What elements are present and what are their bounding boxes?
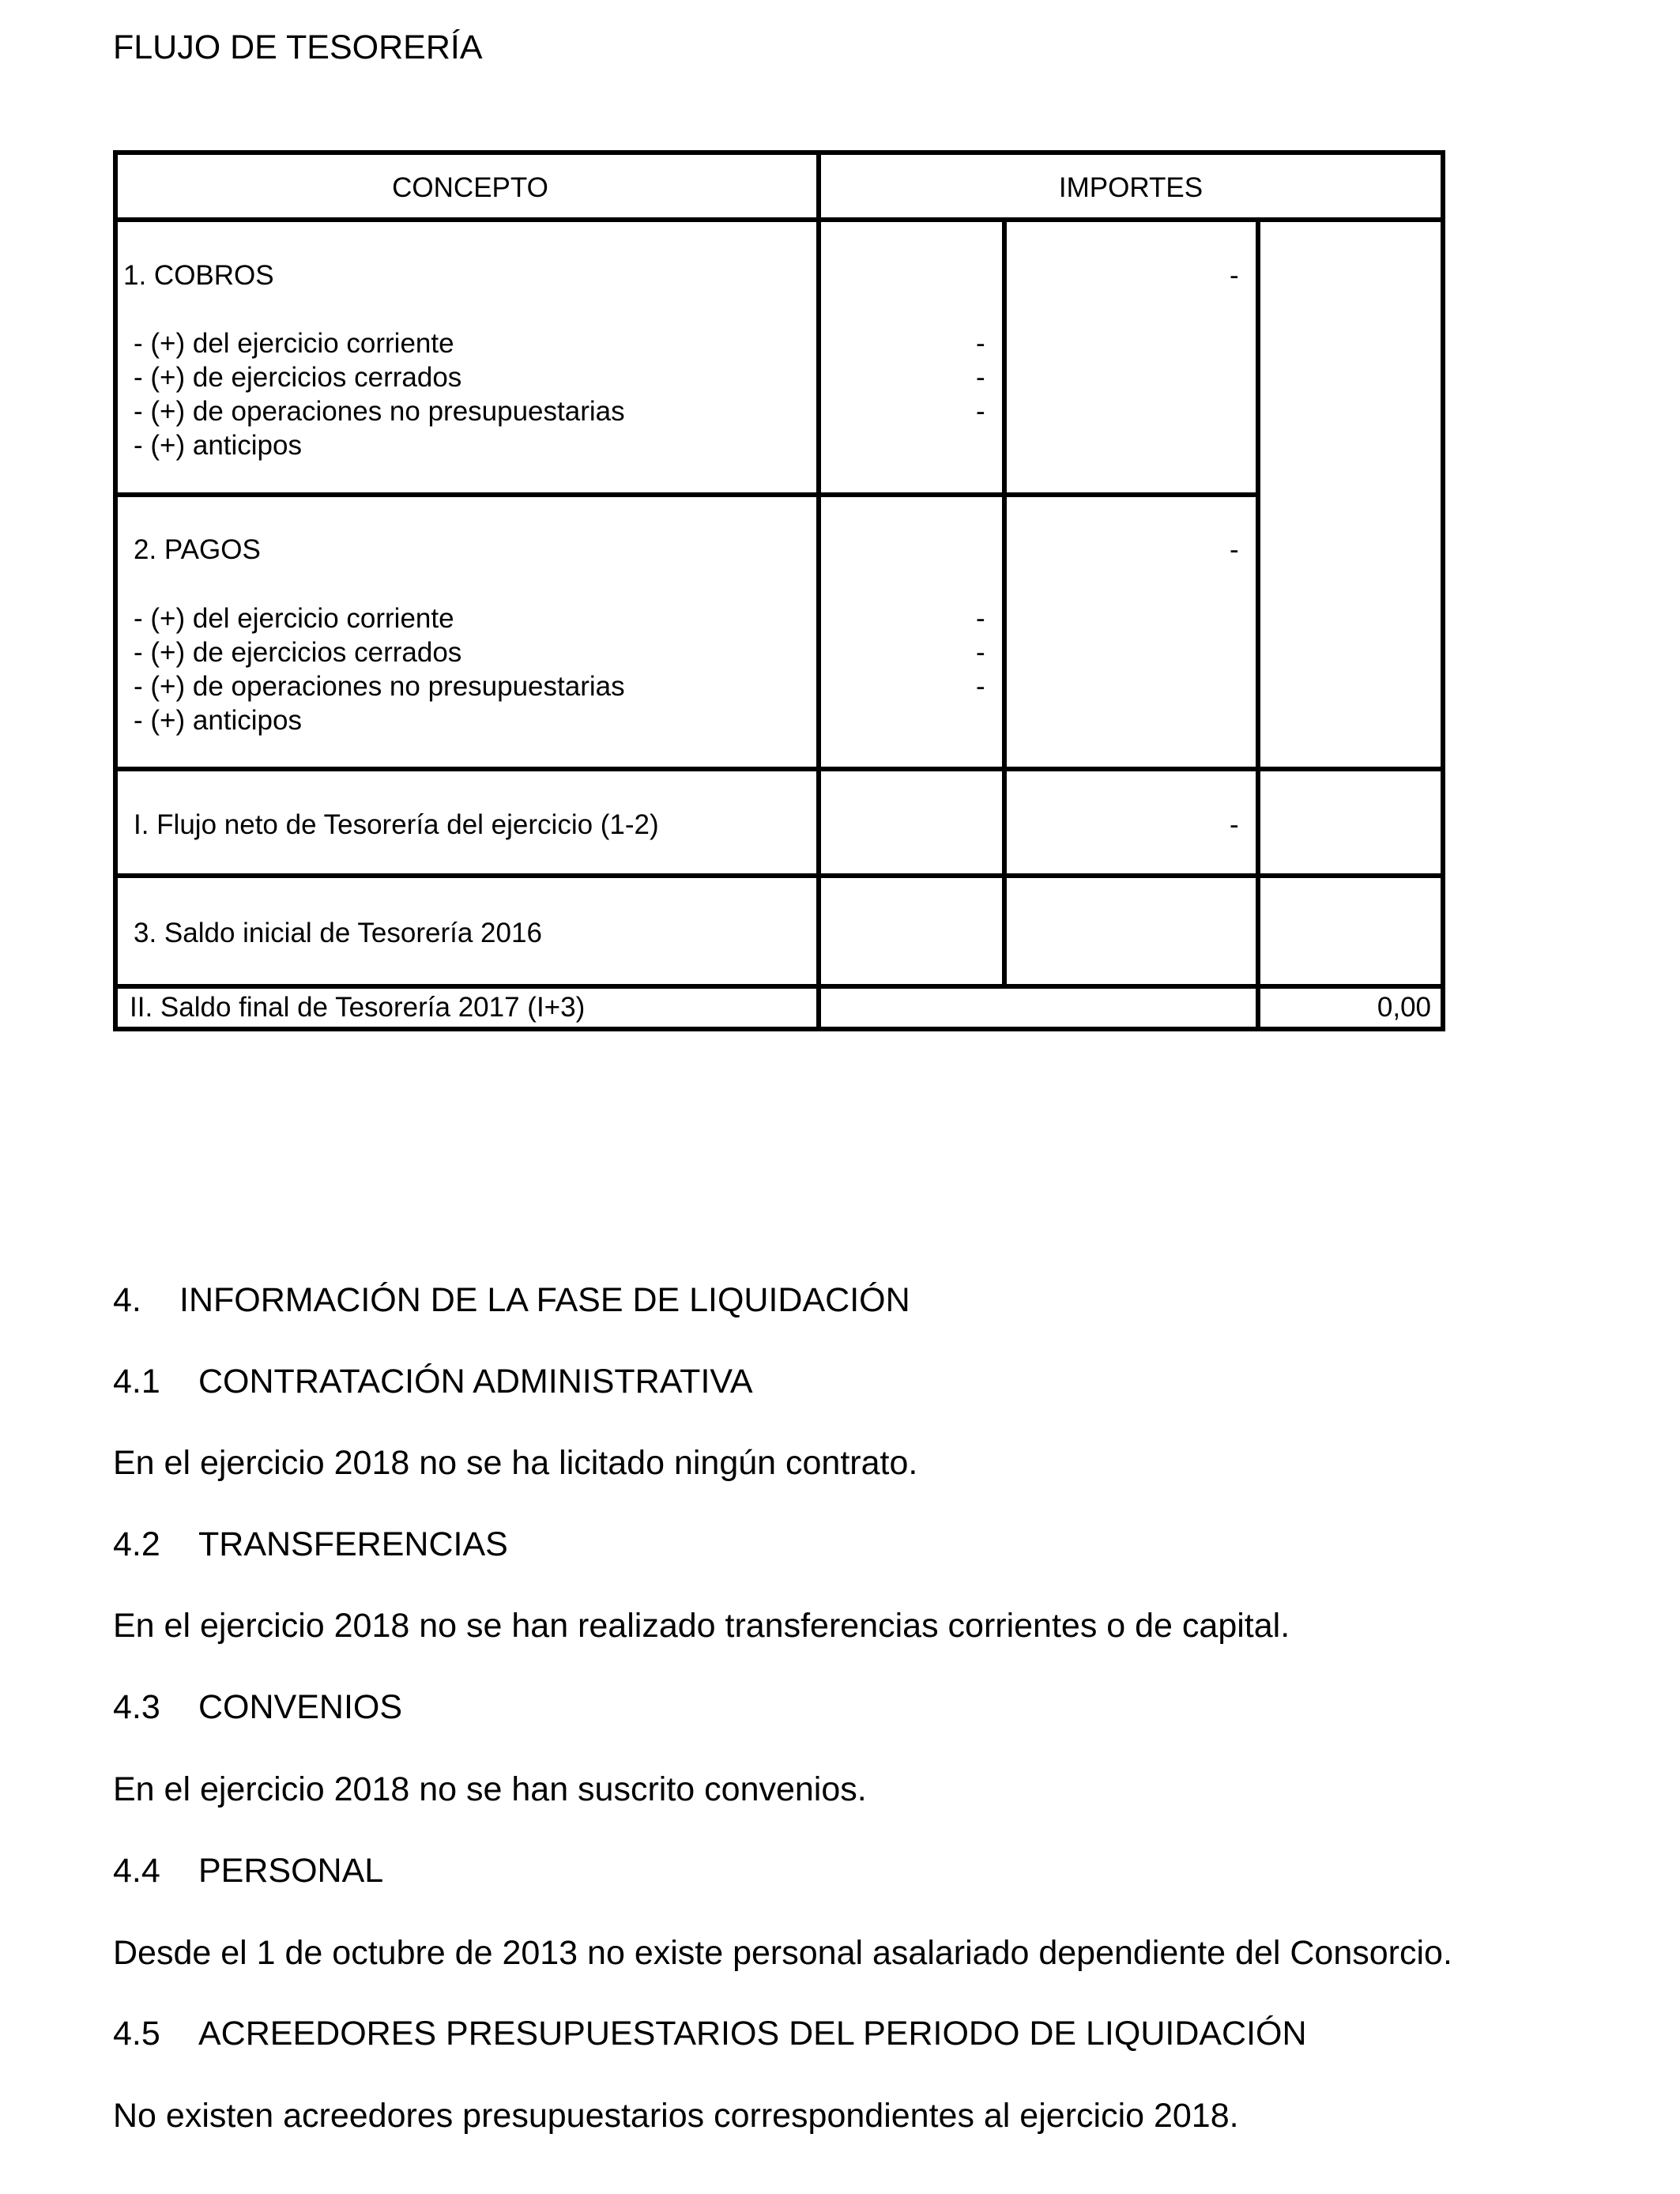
cobros-item: - (+) de ejercicios cerrados bbox=[134, 362, 462, 393]
cobros-label: 1. COBROS bbox=[123, 260, 274, 291]
table-border-left bbox=[113, 150, 118, 1031]
pagos-item-value: - bbox=[976, 637, 985, 668]
saldo-final-label: II. Saldo final de Tesorería 2017 (I+3) bbox=[130, 992, 586, 1023]
section-heading bbox=[113, 2017, 1307, 2051]
cobros-item-value: - bbox=[976, 396, 985, 427]
table-border-bottom bbox=[113, 1027, 1445, 1031]
cobros-total: - bbox=[1230, 260, 1239, 291]
section-paragraph: No existen acreedores presupuestarios correspondientes al ejercicio 2018. bbox=[113, 2097, 1239, 2135]
pagos-item: - (+) anticipos bbox=[134, 705, 302, 736]
pagos-item: - (+) de ejercicios cerrados bbox=[134, 637, 462, 668]
section-title: PERSONAL bbox=[198, 1852, 384, 1890]
section-title: INFORMACIÓN DE LA FASE DE LIQUIDACIÓN bbox=[179, 1281, 910, 1319]
row-line-cobros bbox=[113, 492, 1260, 497]
treasury-flow-table bbox=[113, 150, 1445, 1031]
cobros-item-value: - bbox=[976, 328, 985, 359]
table-border-right bbox=[1441, 150, 1445, 1031]
cobros-item-value: - bbox=[976, 362, 985, 393]
header-importes: IMPORTES bbox=[1058, 172, 1203, 203]
section-number: 4. bbox=[113, 1281, 141, 1319]
section-title: CONTRATACIÓN ADMINISTRATIVA bbox=[198, 1363, 753, 1400]
row-line-pagos bbox=[113, 767, 1445, 771]
section-paragraph: En el ejercicio 2018 no se han suscrito convenios. bbox=[113, 1770, 867, 1808]
saldo-final-value: 0,00 bbox=[1377, 992, 1431, 1023]
section-heading bbox=[113, 1525, 508, 1563]
section-heading bbox=[113, 1365, 753, 1399]
table-border-top bbox=[113, 150, 1445, 155]
cobros-item: - (+) anticipos bbox=[134, 430, 302, 461]
cobros-item: - (+) del ejercicio corriente bbox=[134, 328, 454, 359]
section-title: ACREEDORES PRESUPUESTARIOS DEL PERIODO DE LIQUIDACIÓN bbox=[198, 2015, 1307, 2053]
section-number: 4.2 bbox=[113, 1525, 160, 1563]
section-heading bbox=[113, 1281, 910, 1319]
document-title: FLUJO DE TESORERÍA bbox=[113, 28, 483, 66]
flujo-neto-value: - bbox=[1230, 809, 1239, 840]
section-paragraph: Desde el 1 de octubre de 2013 no existe personal asalariado dependiente del Consorcio. bbox=[113, 1934, 1452, 1972]
row-line-flujo bbox=[113, 873, 1445, 878]
header-concepto: CONCEPTO bbox=[392, 172, 548, 203]
cobros-item: - (+) de operaciones no presupuestarias bbox=[134, 396, 625, 427]
section-paragraph: En el ejercicio 2018 no se ha licitado ningún contrato. bbox=[113, 1444, 918, 1482]
col-line-importes-2 bbox=[1256, 217, 1260, 1031]
row-line-saldo-inicial bbox=[113, 984, 1445, 989]
row-line-header bbox=[113, 217, 1445, 222]
pagos-item-value: - bbox=[976, 671, 985, 702]
section-number: 4.4 bbox=[113, 1852, 160, 1890]
pagos-item: - (+) del ejercicio corriente bbox=[134, 603, 454, 634]
pagos-item: - (+) de operaciones no presupuestarias bbox=[134, 671, 625, 702]
saldo-inicial-label: 3. Saldo inicial de Tesorería 2016 bbox=[134, 918, 542, 948]
pagos-label: 2. PAGOS bbox=[134, 534, 261, 565]
flujo-neto-label: I. Flujo neto de Tesorería del ejercicio (1-2) bbox=[134, 809, 659, 840]
pagos-total: - bbox=[1230, 534, 1239, 565]
section-number: 4.3 bbox=[113, 1688, 160, 1726]
section-heading bbox=[113, 1854, 383, 1888]
col-line-concepto bbox=[816, 150, 821, 1031]
section-number: 4.1 bbox=[113, 1363, 160, 1400]
col-line-importes-1 bbox=[1002, 217, 1007, 989]
section-title: CONVENIOS bbox=[198, 1688, 403, 1726]
section-number: 4.5 bbox=[113, 2015, 160, 2053]
pagos-item-value: - bbox=[976, 603, 985, 634]
section-title: TRANSFERENCIAS bbox=[198, 1525, 508, 1563]
section-paragraph: En el ejercicio 2018 no se han realizado transferencias corrientes o de capital. bbox=[113, 1607, 1290, 1645]
section-heading bbox=[113, 1688, 403, 1726]
